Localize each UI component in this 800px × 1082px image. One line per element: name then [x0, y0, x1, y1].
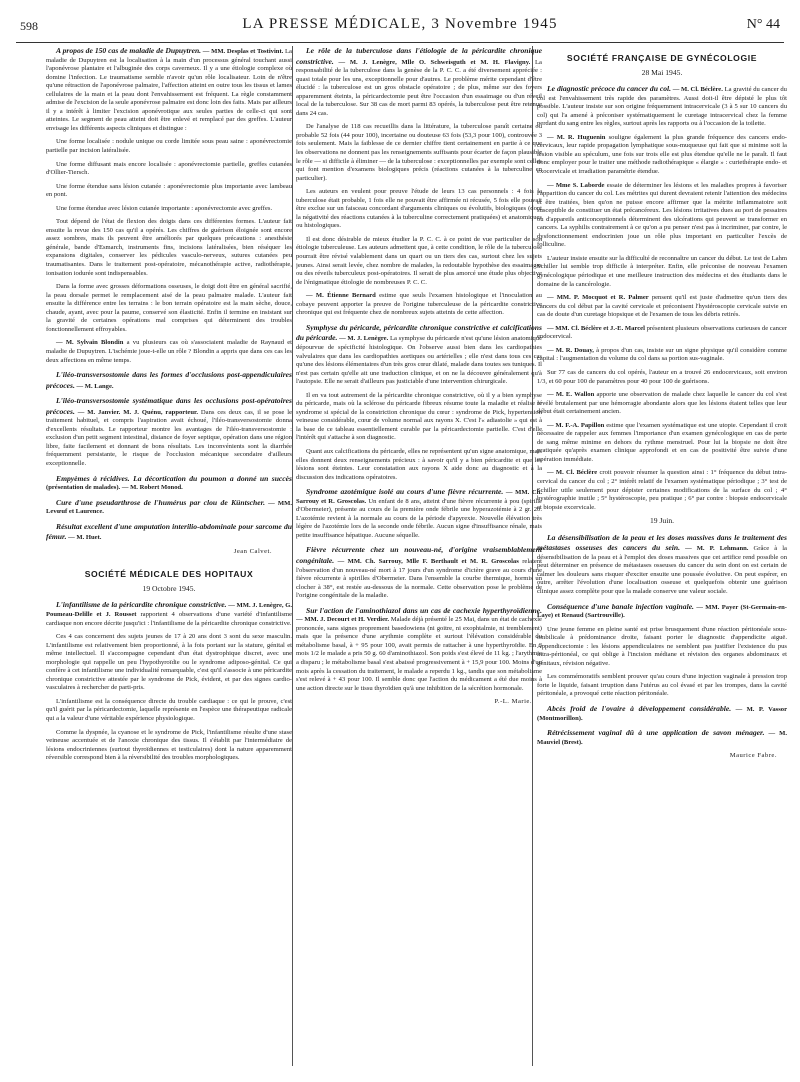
column-2 [296, 46, 542, 1071]
article-title: L'infantilisme de la péricardite chronique constrictive. [56, 600, 227, 610]
col3-articles [537, 84, 787, 512]
article-paragraph [296, 123, 542, 183]
article-authors: — MM. J. Decourt et H. Verdier. [296, 616, 389, 624]
author-signature: Maurice Fabre. [729, 752, 777, 760]
article-authors: — M. F.-A. Papillon [547, 421, 605, 429]
article-authors: — M. Cl. Béclère [547, 469, 598, 477]
article-title: Le rôle de la tuberculose dans l'étiologie de la péricardite chronique constrictive. [296, 46, 542, 66]
article-paragraph [46, 498, 292, 517]
article-paragraph [537, 369, 787, 386]
article-authors: — M. Lange. [74, 382, 114, 390]
column-1 [46, 46, 292, 1071]
article-text: présentent plusieurs observations curieuses de cancer endocervical. [537, 324, 787, 341]
article-paragraph [537, 134, 787, 177]
article-authors: — MM. Ch. Sarrouy et R. Groscolas. [296, 489, 542, 505]
article-authors: — MM. Cl. Béclère et J.-E. Marcel [547, 324, 645, 332]
article-paragraph [46, 218, 292, 278]
article-title: Sur l'action de l'aminothiazol dans un cas de cachexie hyperthyroïdienne. [306, 605, 542, 615]
article-paragraph [296, 323, 542, 387]
article-authors: — M. Mauviel (Brest). [537, 730, 787, 746]
article-paragraph [46, 522, 292, 543]
article-authors: — M. Sylvain Blondin [56, 339, 124, 347]
article-paragraph [296, 606, 542, 693]
article-authors: — M. Cl. Béclère. [671, 86, 723, 94]
article-text: rapportent 4 observations d'une variété d'infantilisme cardiaque non encore décrite jusqu'ici : l'infantilisme de la péricardite chronique constrictive. [46, 610, 292, 627]
journal-title: LA PRESSE MÉDICALE, 3 Novembre 1945 [242, 16, 558, 32]
col2-articles [296, 46, 542, 693]
article-paragraph [537, 533, 787, 597]
article-text: Tout dépend de l'état de flexion des doigts dans ces différentes formes. L'auteur fait ensuite la revue des 150 cas qu'il a opérés. Les chiffres de guérison éloignée sont encore assez sombres, mais ils peuvent être améliorés par quelques précautions : anesthésie générale, bande d'Esmarch, instruments fins, incisions latéralisées, bien réséquer les expansions digitales, conserver les pédicules vasculo-nerveux, sutures cutanées peu traumatisantes. Dans le traitement post-opératoire, mécanothérapie active, radiothérapie, ionisation iodurée sont indispensables. [46, 218, 292, 277]
article-authors: — M. Janvier. M. J. Quénu, rapporteur. [74, 408, 198, 416]
article-title: Le diagnostic précoce du cancer du col. [547, 84, 672, 94]
article-title: Abcès froid de l'ovaire à développement considérable. [547, 704, 732, 713]
column-divider [292, 46, 293, 1066]
article-paragraph [537, 84, 787, 129]
col1-articles-2 [46, 600, 292, 762]
masthead-rule [16, 42, 784, 43]
col1-articles [46, 46, 292, 543]
article-authors: — M. J. Lenègre. [337, 335, 389, 343]
article-paragraph [537, 255, 787, 289]
article-text: Les auteurs en veulent pour preuve l'étude de leurs 13 cas personnels : 4 fois la tuberculose était probable, 1 fois elle ne pouvait être affirmée ni récusée, 5 fois elle pouvait être exclue sur un faisceau concordant d'arguments cliniques ou évolutifs, biologiques (dont la négativité des réactions cutanées à la tuberculine correctement pratiquées) et anatomiques ou histologiques. [296, 188, 542, 230]
article-text: La responsabilité de la tuberculose dans la genèse de la P. C. C. a été diversement appréciée : quasi totale pour les uns, exceptionnelle pour d'autres. Le problème mérite cependant d'être élucidé : la tuberculose est un gros obstacle opératoire ; de plus, même sur des foyers apparemment éteints, la péricardectomie peut être l'occasion d'un essaimage ou d'un réveil local de la tuberculose. Sur 38 cas de mort parmi 83 opérés, la tuberculose peut être retenue dans 24 cas. [296, 58, 542, 117]
article-text: Les commémoratifs semblent prouver qu'au cours d'une injection vaginale à pression trop forte le liquide, faisant irruption dans l'utérus au col évasé et par les trompes, dans la cavité péritonéale, a provoqué cette réaction péritonéale. [537, 673, 787, 698]
article-paragraph [46, 729, 292, 763]
article-authors: — MM. Desplas et Tostivint. [201, 48, 284, 55]
article-paragraph [296, 46, 542, 118]
article-paragraph [537, 391, 787, 417]
article-paragraph [537, 673, 787, 699]
article-text: L'infantilisme est la conséquence directe du trouble cardiaque : ce qui le prouve, c'est qu'il guérit par la péricardectomie, laquelle représente en l'espèce une thérapeutique radicale qui a la valeur d'une véritable expérience physiologique. [46, 697, 292, 722]
article-text: Grâce à la désensibilisation de la peau et à l'emploi des doses massives que cet artifice rend possible on peut déterminer en présence de métastases osseuses du cancer du sein dont on est certain de calmer les douleurs sans risquer d'exciter ensuite une poussée évolutive. On peut espérer, en outre, arrêter l'évolution d'une localisation osseuse et quelquefois obtenir une guérison clinique assez complète pour que la malade conserve une valeur sociale. [537, 545, 787, 595]
article-text: à propos d'un cas, insiste sur un signe physique qu'il considère comme capital : l'augmentation du volume du col dans sa portion sus-vaginale. [537, 346, 787, 363]
article-paragraph [46, 633, 292, 693]
article-text: La symphyse du péricarde n'est qu'une lésion anatomique dépourvue de spécificité histologique. On l'observe aussi bien dans les cardiopathies valvulaires que dans les cardiopathies aortiques ou artérielles ; elle n'est dans tous ces cas qu'une des lésions élémentaires d'un très gros cœur dilaté, malade dans toutes ses tuniques. Il n'est pas certain qu'elle ait une traduction clinique, et on ne la découvre généralement qu'à l'autopsie. Elle ne serait d'ailleurs pas justiciable d'une intervention chirurgicale. [296, 335, 542, 386]
article-text: Quant aux calcifications du péricarde, elles ne représentent qu'un signe anatomique, mais elles donnent deux renseignements précieux : à savoir qu'il y a bien péricardite et que les lésions sont éteintes. Leur constatation aux rayons X aide donc au diagnostic et à la discussion des indications opératoires. [296, 447, 542, 481]
article-authors: — MM. Levœuf et Laurence. [46, 499, 292, 516]
article-authors: — M. P. Lehmann. [680, 545, 749, 553]
article-paragraph [537, 728, 787, 747]
article-text: Une jeune femme en pleine santé est prise brusquement d'une réaction péritonéale sous-ombilicale à prédominance droite, faisant porter le diagnostic d'appendicite aiguë. Appendicectomie : les lésions appendiculaires ne semblent pas justifier l'existence du pus intra-péritonéal, ce qui oblige à l'incision médiane et révision des organes abdominaux et génitaux, révision négative. [537, 625, 787, 667]
article-authors: (présentation de malades). — M. Robert Monod. [46, 484, 183, 492]
article-text: essaie de déterminer les lésions et les maladies propres à favoriser l'apparition du cancer du col. Les métrites qui durent devraient retenir l'attention des médecins et être traitées, bien qu'on ne puisse encore affirmer que la métrite inflammatoire soit susceptible de constituer un état précancéreux. Les lésions irritatives dues au port de pessaires ou d'appareils anticonceptionnels déterminent des ulcérations qui peuvent se transformer en cancers. La syphilis contrairement à ce qu'on a pu penser n'est pas à incriminer, par contre, le dysfonctionnement endocrinien joue un rôle plus important en particulier l'excès de folliculine. [537, 181, 787, 249]
article-paragraph [296, 236, 542, 287]
article-text: Une forme étendue sans lésion cutanée : aponévrectomie plus importante avec lambeau en pont. [46, 182, 292, 199]
article-text: pensent qu'il est juste d'admettre qu'un tiers des cancers du col début par la cavité cervicale et préconisent l'hystéroscopie cervicale suivie en cas de doute d'un curetage biopsique et de l'examen de tous les débris retirés. [537, 294, 787, 319]
article-authors: — M. J. Lenègre, Mlle O. Schweisguth et M. H. Flavigny. [333, 58, 531, 66]
article-text: Une forme diffusant mais encore localisée : aponévrectomie partielle, greffes cutanées d'Ollier-Tiersch. [46, 160, 292, 177]
author-signature: P.-L. Marie. [494, 698, 532, 706]
col3-articles-2 [537, 533, 787, 747]
article-paragraph [296, 448, 542, 482]
article-authors: — M. Étienne Bernard [306, 292, 376, 300]
article-paragraph [46, 600, 292, 628]
article-title: L'iléo-transversostomie systématique dans les occlusions post-opératoires précoces. [46, 396, 292, 416]
article-paragraph [46, 698, 292, 724]
article-authors: — MM. Payer (St-Germain-en-Laye) et Renaud (Sartrouville). [537, 603, 787, 620]
article-text: Une forme localisée : nodule unique ou corde limitée sous peau saine : aponévrectomie partielle par incision latéralisée. [46, 138, 292, 155]
article-authors: — MM. J. Lenègre, G. Poumeau-Delille et J. Rousset [46, 602, 292, 618]
issue-number: N° 44 [746, 17, 780, 32]
article-text: Ces 4 cas concernent des sujets jeunes de 17 à 20 ans dont 3 sont du sexe masculin. L'infantilisme est relativement bien proportionné, à la fois portant sur la stature, génital et même intellectuel. Il s'accompagne cependant d'un état dystrophique discret, avec une morphologie qui rappelle un peu l'hypothyroïdie ou le syndrome adiposo-génital. Ce qui confère à cet infantilisme une individualité remarquable, c'est qu'il s'associe à une péricardite chronique constrictive attestée par le syndrome de Pick, évident, et par des signes cardio-vasculaires à rechercher de parti-pris. [46, 633, 292, 692]
article-title: Conséquence d'une banale injection vaginale. [547, 601, 694, 611]
article-text: L'auteur insiste ensuite sur la difficulté de reconnaître un cancer du début. Le test de Lahm Schiller lui semble trop difficile à interpréter. Enfin, elle préconise de nouveau l'examen gynécologique périodique et une meilleure instruction des médecins et des étudiants dans le domaine de la cancérologie. [537, 254, 787, 288]
article-text: estime que seuls l'examen histologique et l'inoculation au cobaye peuvent apporter la preuve de l'origine tuberculeuse de la péricardite constrictive chronique qui est fréquente chez de nombreux sujets atteints de cette affection. [296, 292, 542, 317]
article-text: La gravité du cancer du col est l'envahissement très rapide des paramètres. Aussi doit-il être dépisté le plus tôt possible. L'auteur insiste sur son origine fréquemment intracervicale (3 à 5 sur 10 cancers du col) qui l'a amené à préconiser systématiquement le curetage intracervical chez la femme perdant du sang entre les règles, surtout après les rapports ou à l'occasion de la toilette. [537, 86, 787, 128]
article-title: Symphyse du péricarde, péricardite chronique constrictive et calcifications du péricarde. [296, 322, 542, 343]
article-paragraph [46, 46, 292, 133]
article-paragraph [46, 283, 292, 334]
article-title: Empyèmes à récidives. La décortication du poumon a donné un succès [56, 473, 292, 483]
article-title: Fièvre récurrente chez un nouveau-né, d'origine vraisemblablement congénitale. [296, 545, 542, 565]
article-text: Un enfant de 8 ans, atteint d'une fièvre récurrente à pou (spirille d'Obermeier), présente au cours de la première onde fébrile une hyperazotémie à 2 gr. 20. L'azotémie revient à la normale au cours de la période d'apyrexie. Nouvelle élévation très légère de l'azotémie lors de la seconde onde fébrile. Aucun signe d'insuffisance rénale, mais petite insuffisance hépatique. Aucune séquelle. [296, 497, 542, 539]
article-title: L'iléo-transversostomie dans les formes d'occlusions post-appendiculaires précoces. [46, 370, 292, 390]
society-heading: SOCIÉTÉ FRANÇAISE DE GYNÉCOLOGIE [566, 53, 758, 63]
article-paragraph [46, 370, 292, 391]
article-text: Il est donc désirable de mieux étudier la P. C. C. à ce point de vue particulier de son étiologie tuberculeuse. Les auteurs admettent que, à cette condition, le rôle de la tuberculose pourrait être révisé valablement dans un quart ou un tiers des cas, surtout chez les sujets jeunes. Ainsi serait levée, chez nombre de malades, la redoutable hypothèse des essaimages ou des réveils tuberculeux post-opératoires. Il serait de plus amorcé une étude plus objective de l'énigmatique étiologie de nombreuses P. C. C. [296, 235, 542, 286]
article-authors: — M. E. Wallon [547, 391, 595, 399]
article-text: Une forme étendue avec lésion cutanée importante : aponévrectomie avec greffes. [56, 204, 273, 212]
session-date: 19 Octobre 1945. [142, 583, 196, 593]
article-paragraph [46, 339, 292, 365]
article-paragraph [296, 292, 542, 318]
article-text: relatent l'observation d'un nouveau-né mort à 17 jours d'un syndrome d'ictère grave au cours d'une fièvre récurrente à spirilles d'Obermeier. Dans l'ensemble la courbe thermique, hormis un clocher à 38°, est restée au-dessous de la normale. Cette observation pose le problème de l'origine congénitale de la maladie. [296, 557, 542, 600]
article-text: Comme la dyspnée, la cyanose et le syndrome de Pick, l'infantilisme résulte d'une stase veineuse accentuée et de l'anoxie chronique des tissus. Il s'établit par l'intermédiaire de lésions endocriniennes (surtout thyroïdiennes et testiculaires) dont la nature apparemment réversible correspond bien à la réversibilité des troubles morphologiques. [46, 728, 292, 762]
session-date-2: 19 Juin. [649, 516, 675, 526]
article-paragraph [296, 188, 542, 231]
article-authors: — M. R. Huguenin [547, 133, 606, 141]
article-paragraph [46, 474, 292, 493]
article-title: Résultat excellent d'une amputation interilio-abdominale pour sarcome du fémur. [46, 521, 292, 542]
article-paragraph [296, 392, 542, 443]
article-paragraph [537, 325, 787, 342]
article-paragraph [46, 396, 292, 468]
article-text: Malade déjà présenté le 25 Mai, dans un état de cachexie prononcée, sans signes proprement basedowiens (ni goitre, ni exophtalmie, ni tremblement) mais que la présence d'une arythmie complète et surtout l'élévation considérable du métabolisme basal, à + 95 pour 100, avait permis de rattacher à une hyperthyroïdie. En 3 mois 1/2 le malade a pris 50 g. 60 d'aminothiazol. Son poids s'est élevé de 11 kg. ; l'arythmie a disparu ; le métabolisme basal s'est abaissé progressivement à + 15,9 pour 100. Moins d'un mois après la cessation du traitement, le malade a reperdu 1 kg., tandis que son métabolisme s'est relevé à + 43 pour 100. Il semble donc que l'action du médicament a été due moins à une action directe sur le tissu thyroïdien qu'à une inhibition de la sécrétion hormonale. [296, 616, 542, 692]
article-paragraph [46, 138, 292, 155]
article-authors: — MM. Ch. Sarrouy, Mlle F. Berthault et M. R. Groscolas [334, 557, 519, 565]
article-text: croit pouvoir résumer la question ainsi : 1° fréquence du début intra-cervical du cancer du col ; 2° intérêt relatif de l'examen systématique périodique ; 3° test de Schiller utile seulement pour dépister certaines modifications de la surface du col ; 4° hystérographie inutile ; 5° hystéroscopie, peu pratique ; 6° par contre : biopsie endocervicale et biopsie excervicale. [537, 469, 787, 511]
article-paragraph [46, 183, 292, 200]
article-text: souligne également la plus grande fréquence des cancers endo-cervicaux, leur rapide propagation lymphatique sous-muqueuse qui fait que si minime soit la lésion visible au spéculum, une fois sur trois elle est plus étendue qu'elle ne le paraît. Il faut donc employer pour le traiter une méthode radiothérapique « élargie » : curiethérapie endo- et exocervicale et irradiation paramétrie étendue. [537, 133, 787, 176]
article-authors: — M. Huet. [66, 534, 102, 542]
article-paragraph [537, 469, 787, 512]
article-paragraph [46, 161, 292, 178]
article-paragraph [537, 626, 787, 669]
article-paragraph [296, 487, 542, 540]
article-text: estime que l'examen systématique est une utopie. Cependant il croit nécessaire de rappeler aux femmes l'importance d'un examen gynécologique en cas de perte de sang même minime en dehors du rythme menstruel. Pour lui la biopsie ne doit être pratiquée qu'après examen clinique approfondi et en cas de positivité être suivie d'une opération immédiate. [537, 421, 787, 463]
article-paragraph [537, 347, 787, 364]
article-authors: — M. R. Douay, [547, 346, 594, 354]
article-title: La désensibilisation de la peau et les doses massives dans le traitement des métastases osseuses des cancers du sein. [537, 532, 787, 553]
article-text: a vu plusieurs cas où s'associaient maladie de Raynaud et maladie de Dupuytren. L'ischémie joue-t-elle un rôle ? Blondin a appris que dans ces cas les deux affections en même temps. [46, 339, 292, 364]
author-signature: Jean Calvet. [233, 547, 272, 555]
article-paragraph [537, 602, 787, 621]
masthead [20, 16, 780, 38]
article-title: Rétrécissement vaginal dû à une application de savon ménager. [547, 728, 765, 738]
article-paragraph [46, 205, 292, 214]
page-number: 598 [20, 19, 38, 33]
session-date: 28 Mai 1945. [641, 67, 683, 77]
article-paragraph [537, 422, 787, 465]
article-paragraph [537, 294, 787, 320]
article-text: apporte une observation de malade chez laquelle le cancer du col s'est révélé brutalement par une hémorragie abondante alors que les lésions étaient telles que leur début était certainement ancien. [537, 391, 787, 416]
article-paragraph [537, 182, 787, 250]
article-authors: — M. P. Vassor (Montmorillon). [537, 706, 787, 722]
article-text: Dans ces deux cas, il se pose le traitement habituel, et compris l'aspiration avait échoué, l'iléo-transversostomie donna d'excellents résultats. Le rapporteur montre les avantages de l'iléo-transversostomie : exclusion d'un petit segment intestinal, distance de foyer septique, opération dans une région libre, faite facilement et donnant de bons résultats. Les inconvénients sont la diarrhée fréquemment persistante, le risque de l'occlusion mécanique secondaire d'ailleurs exceptionnelle. [46, 408, 292, 467]
article-authors: — MM. P. Mocquot et R. Palmer [547, 294, 649, 302]
article-text: Dans la forme avec grosses déformations osseuses, le doigt doit être en général sacrifié, la peau dorsale permet le remplacement aisé de la peau palmaire malade. L'auteur fait ensuite la différence entre les terrains : le bon terrain opératoire est la main sèche, douce, chaude, ayant, avec pour la paume, conservé son élasticité. Enfin il termine en insistant sur la gravité de certaines opérations mal comprises qui déterminent des troubles fonctionnellement effroyables. [46, 283, 292, 333]
article-text: La maladie de Dupuytren est la localisation à la main d'un processus général touchant aussi l'aponévrose plantaire et l'albuginée des corps caverneux. Il y a une étiologie complexe où domine l'infection. Le traumatisme semble n'avoir qu'un rôle localisateur. Loin de n'être qu'une rétraction de l'aponévrose palmaire, l'affection atteint en outre tous les tissus et lames cellulaires de la main et la peau dont l'envahissement est fréquent. La règle constamment admise de l'excision de la seule aponévrose palmaire est donc loin des faits. Mais par ailleurs il y a intérêt à limiter l'excision aponévrotique aux seules parties de celle-ci qui sont atteintes. Le segment de peau atteint doit être enlevé et remplacé par des greffes. L'auteur envisage les différents aspects cliniques et distingue : [46, 48, 292, 132]
society-heading: SOCIÉTÉ MÉDICALE DES HOPITAUX [84, 569, 254, 580]
article-title: Syndrome azotémique isolé au cours d'une fièvre récurrente. [306, 487, 504, 497]
article-authors: — Mme S. Laborde [547, 181, 605, 189]
article-text: Il en va tout autrement de la péricardite chronique constrictive, où il y a bien symphyse du péricarde, mais où la sclérose du péricarde fibreux résume toute la maladie et réalise le syndrome si spécial de la constriction chronique du cœur : syndrome de Pick, hypertension veineuse considérable, cœur de volume normal aux rayons X. C'est l'« adiastolie » qui est à la base de ce tableau essentiellement curable par la péricardectomie partielle. C'est d'elle l'intérêt qui s'attache à son diagnostic. [296, 391, 542, 442]
article-paragraph [296, 545, 542, 600]
article-text: Sur 77 cas de cancers du col opérés, l'auteur en a trouvé 26 endocervicaux, soit environ 1/3, et 60 pour 100 de paramètres pour 40 pour 100 de guérisons. [537, 368, 787, 385]
article-text: De l'analyse de 118 cas recueillis dans la littérature, la tuberculose paraît certaine ou probable 52 fois (44 pour 100), incertaine ou douteuse 63 fois (53,3 pour 100), controuvée 3 fois seulement. Mais la faiblesse de ce dernier chiffre tient certainement en partie à ce que les observations ne donnent pas les renseignements suffisants pour écarter de façon plausible le rôle — si difficile à éliminer — de la tuberculose : exceptionnelles par exemple sont celles qui font mention d'examens biologiques précis (réactions cutanées à la tuberculine en particulier). [296, 123, 542, 182]
column-3 [537, 46, 787, 1071]
article-title: Cure d'une pseudarthrose de l'humérus par clou de Küntscher. [56, 497, 266, 507]
article-paragraph [537, 704, 787, 723]
article-title: A propos de 150 cas de maladie de Dupuytren. [56, 46, 202, 55]
